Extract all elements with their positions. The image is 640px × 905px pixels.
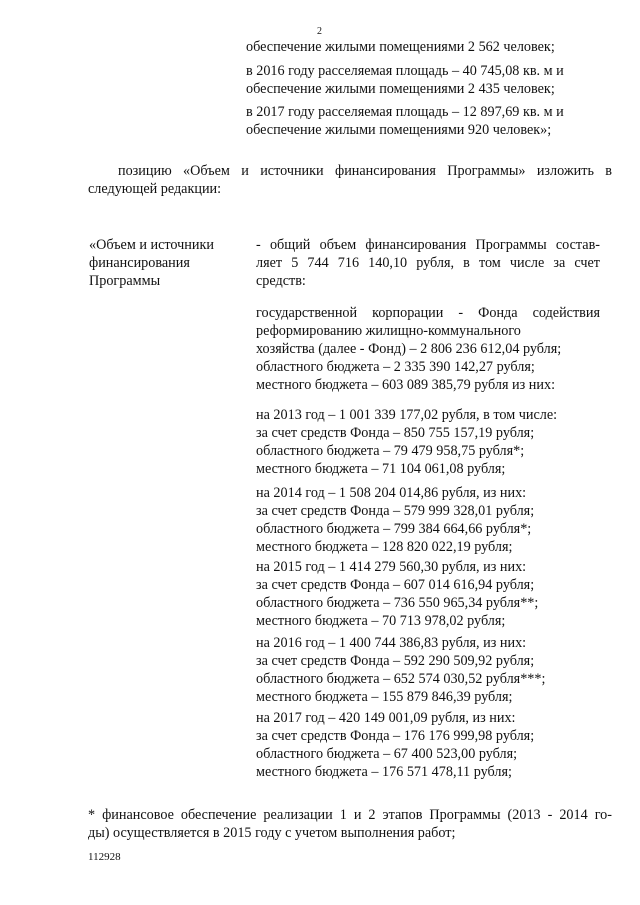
text-line: за счет средств Фонда – 607 014 616,94 рубля;	[256, 577, 535, 593]
text-line: на 2016 год – 1 400 744 386,83 рубля, из них:	[256, 635, 527, 651]
instruction-line-2: следующей редакции:	[88, 181, 222, 197]
text-line: местного бюджета – 128 820 022,19 рубля;	[256, 539, 513, 555]
text-line: областного бюджета – 652 574 030,52 рубля***;	[256, 671, 546, 687]
year-block-2013	[256, 406, 600, 478]
sources-breakdown	[256, 304, 600, 394]
text-line: за счет средств Фонда – 850 755 157,19 рубля;	[256, 425, 535, 441]
text-line: на 2015 год – 1 414 279 560,30 рубля, из них:	[256, 559, 527, 575]
year-block-2017	[256, 709, 600, 781]
top-item-1	[246, 38, 598, 56]
footnote-line-2: ды) осуществляется в 2015 году с учетом выполнения работ;	[88, 825, 456, 841]
text-line: на 2014 год – 1 508 204 014,86 рубля, из них:	[256, 485, 527, 501]
instruction-line-1: позицию «Объем и источники финансирования Программы» изложить в	[118, 163, 612, 179]
page-number: 2	[317, 26, 322, 37]
instruction-paragraph	[88, 162, 612, 198]
footnote-line-1: * финансовое обеспечение реализации 1 и 2 этапов Программы (2013 - 2014 го-	[88, 807, 612, 823]
text-line: ляет 5 744 716 140,10 рубля, в том числе за счет	[256, 255, 600, 271]
section-label	[89, 236, 239, 290]
text-line: областного бюджета – 2 335 390 142,27 рубля;	[256, 359, 535, 375]
text-line: за счет средств Фонда – 579 999 328,01 рубля;	[256, 503, 535, 519]
text-line: за счет средств Фонда – 176 176 999,98 рубля;	[256, 728, 535, 744]
text-line: реформированию жилищно-коммунального	[256, 323, 521, 339]
text-line: в 2016 году расселяемая площадь – 40 745,08 кв. м и	[246, 63, 564, 79]
text-line: обеспечение жилыми помещениями 920 человек»;	[246, 122, 552, 138]
text-line: областного бюджета – 799 384 664,66 рубля*;	[256, 521, 532, 537]
text-line: хозяйства (далее - Фонд) – 2 806 236 612,04 рубля;	[256, 341, 562, 357]
text-line: местного бюджета – 603 089 385,79 рубля из них:	[256, 377, 556, 393]
document-code: 112928	[88, 851, 121, 863]
year-block-2014	[256, 484, 600, 556]
label-line: финансирования	[89, 255, 190, 271]
text-line: областного бюджета – 67 400 523,00 рубля;	[256, 746, 518, 762]
text-line: обеспечение жилыми помещениями 2 435 человек;	[246, 81, 555, 97]
label-line: «Объем и источники	[89, 237, 214, 253]
text-line: местного бюджета – 176 571 478,11 рубля;	[256, 764, 512, 780]
label-line: Программы	[89, 273, 161, 289]
text-line: местного бюджета – 71 104 061,08 рубля;	[256, 461, 506, 477]
text-line: обеспечение жилыми помещениями 2 562 человек;	[246, 39, 555, 55]
text-line: областного бюджета – 79 479 958,75 рубля*;	[256, 443, 525, 459]
total-financing	[256, 236, 600, 290]
text-line: государственной корпорации - Фонда содействия	[256, 305, 600, 321]
year-block-2016	[256, 634, 600, 706]
text-line: в 2017 году расселяемая площадь – 12 897,69 кв. м и	[246, 104, 564, 120]
footnote	[88, 806, 612, 842]
text-line: на 2017 год – 420 149 001,09 рубля, из них:	[256, 710, 516, 726]
text-line: местного бюджета – 155 879 846,39 рубля;	[256, 689, 513, 705]
year-block-2015	[256, 558, 600, 630]
text-line: местного бюджета – 70 713 978,02 рубля;	[256, 613, 506, 629]
text-line: - общий объем финансирования Программы состав-	[256, 237, 600, 253]
text-line: за счет средств Фонда – 592 290 509,92 рубля;	[256, 653, 535, 669]
text-line: областного бюджета – 736 550 965,34 рубля**;	[256, 595, 539, 611]
text-line: средств:	[256, 273, 306, 289]
top-item-2	[246, 62, 598, 98]
text-line: на 2013 год – 1 001 339 177,02 рубля, в том числе:	[256, 407, 558, 423]
top-item-3	[246, 103, 598, 139]
